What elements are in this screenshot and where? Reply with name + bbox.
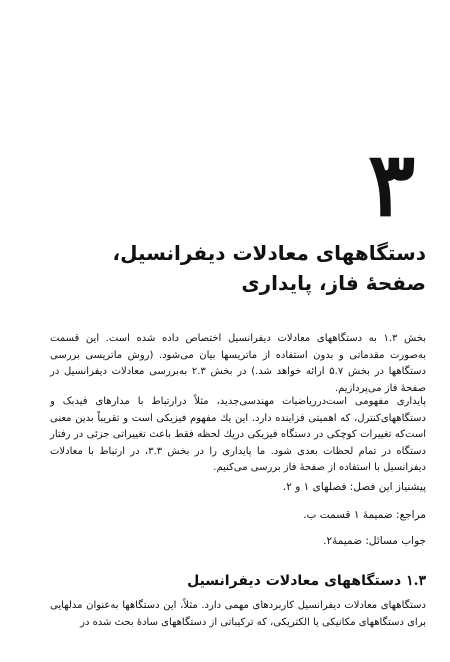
- references-line: مراجع: ضمیمۀ ۱ قسمت ب.: [303, 509, 426, 521]
- section-intro-paragraph: دستگاههای معادلات دیفرانسیل کاربردهای مهمی دارد. مثلاً، این دستگاهها به‌عنوان مدلهایی برای دستگاههای مکانیکی یا الکتریکی، که ترکیباتی از دستگاههای سادۀ بحث شده در: [50, 600, 426, 628]
- chapter-number: ۳: [368, 132, 416, 236]
- stability-paragraph: پایداری مفهومی است‌در‌ریاضیات مهندسی‌جدید، مثلاً درارتباط با مدارهای فیدبک و دستگاههای‌کنترل، که اهمیتی فزاینده دارد. این یك مفهوم فیزیکی است و تقریباً بدین معنی است‌که تغییرات کوچکی در دستگاه فیزیکی دریك لحظه فقط باعث تغییراتی جزئی در رفتار دستگاه در تمام لحظات بعدی شود. ما پایداری را در بخش ۳.۳، در ارتباط با معادلات دیفرانسیل با استفاده از صفحۀ فاز بررسی می‌کنیم.: [50, 396, 427, 473]
- intro-paragraph: بخش ۱.۳ به دستگاههای معادلات دیفرانسیل اختصاص داده شده است. این قسمت به‌صورت مقدماتی و بدون استفاده از ماتریسها بیان می‌شود. (روش ماتریسی بررسی دستگاهها در بخش ۵.۷ ارائه خواهد شد.) در بخش ۲.۳ به‌بررسی معادلات دیفرانسیل در صفحۀ فاز می‌پردازیم.: [50, 333, 427, 394]
- section-title: دستگاههای معادلات دیفرانسیل: [187, 573, 402, 589]
- chapter-title-line-1: دستگاههای معادلات دیفرانسیل،: [112, 241, 426, 265]
- answers-line: جواب مسائل: ضمیمۀ۲.: [323, 535, 426, 547]
- chapter-title-line-2: صفحۀ فاز، پایداری: [241, 271, 426, 295]
- prerequisites-line: پیشنیاز این فصل: فصلهای ۱ و ۲.: [282, 481, 426, 493]
- section-heading: [126, 571, 426, 591]
- section-number: ۱.۳: [406, 573, 426, 589]
- chapter-title: [36, 238, 426, 298]
